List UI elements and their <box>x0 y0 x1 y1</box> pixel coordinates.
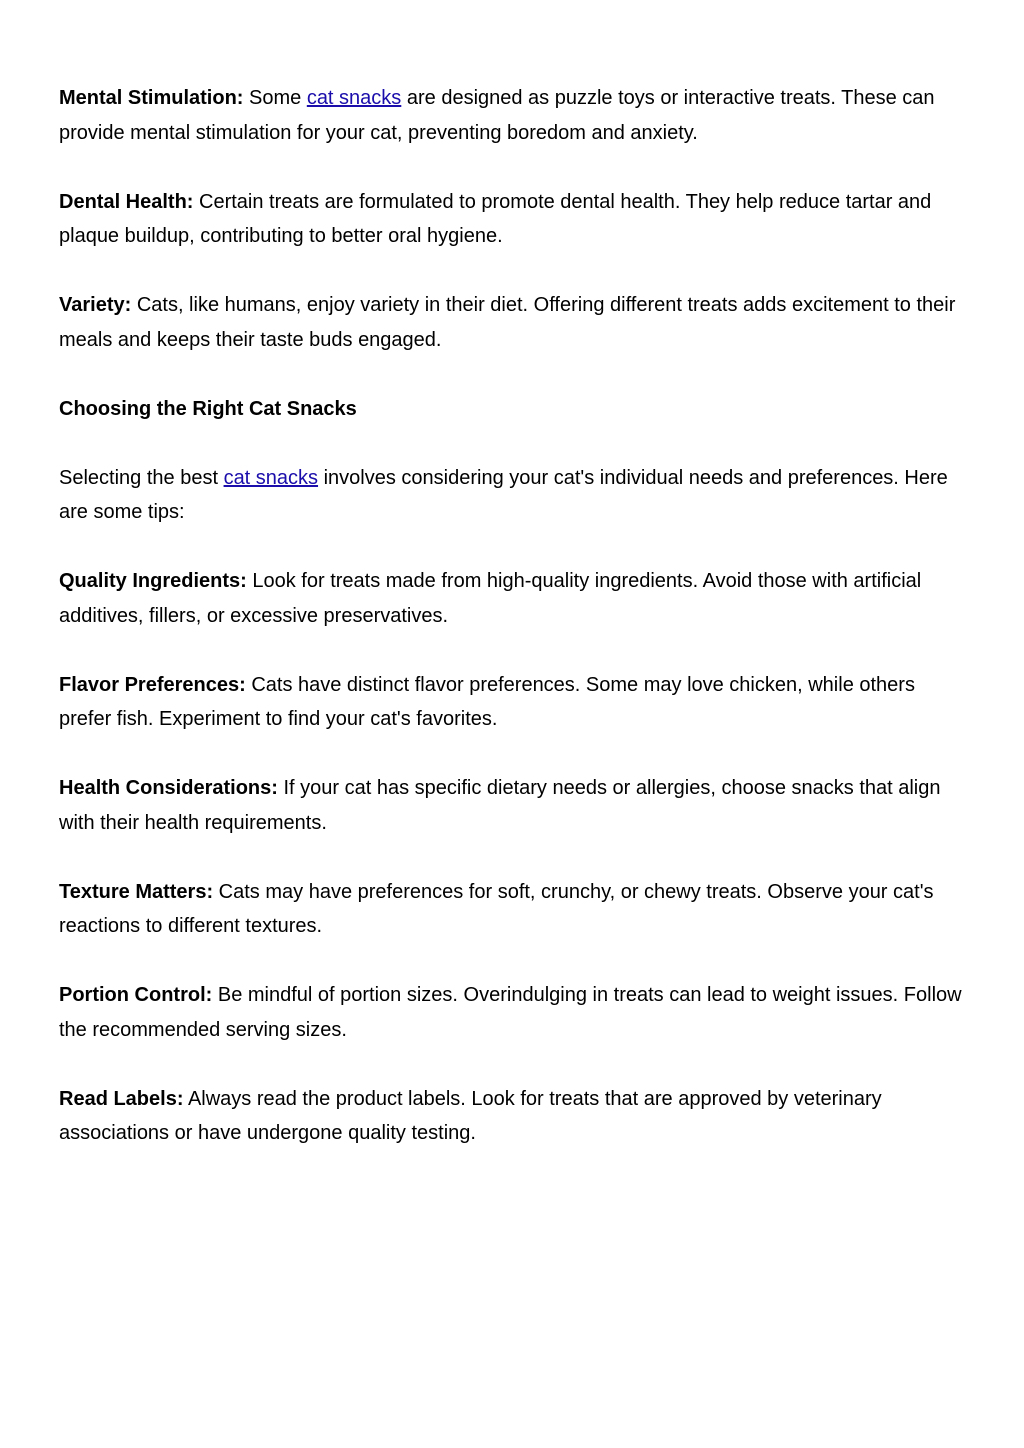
paragraph-text: Cats, like humans, enjoy variety in their diet. Offering different treats adds excitement to their meals and keeps their taste buds engaged. <box>59 294 956 351</box>
paragraph-text: Some <box>243 87 307 109</box>
paragraph-text: Cats have distinct flavor preferences. Some may love chicken, while others prefer fish. Experiment to find your cat's favorites. <box>59 673 915 730</box>
paragraph-text: If your cat has specific dietary needs or allergies, choose snacks that align with their health requirements. <box>59 777 941 834</box>
paragraph-label: Health Considerations: <box>59 777 278 799</box>
cat-snacks-link[interactable]: cat snacks <box>223 466 319 489</box>
paragraph-texture-matters <box>59 875 971 944</box>
paragraph-label: Variety: <box>59 294 132 316</box>
paragraph-label: Texture Matters: <box>59 880 214 903</box>
paragraph-variety <box>59 288 971 357</box>
paragraph-label: Flavor Preferences: <box>59 673 246 696</box>
paragraph-text: Certain treats are formulated to promote dental health. They help reduce tartar and plaque buildup, contributing to better oral hygiene. <box>59 190 932 247</box>
paragraph-text: involves considering your cat's individual needs and preferences. Here are some tips: <box>59 466 948 523</box>
paragraph-text: Always read the product labels. Look for treats that are approved by veterinary associations or have undergone quality testing. <box>59 1087 882 1144</box>
section-heading: Choosing the Right Cat Snacks <box>59 397 357 420</box>
cat-snacks-link[interactable]: cat snacks <box>306 87 402 109</box>
paragraph-text: are designed as puzzle toys or interactive treats. These can provide mental stimulation for your cat, preventing boredom and anxiety. <box>59 87 935 144</box>
paragraph-quality-ingredients <box>59 564 971 633</box>
paragraph-text: Cats may have preferences for soft, crunchy, or chewy treats. Observe your cat's reactions to different textures. <box>59 880 934 937</box>
paragraph-label: Read Labels: <box>59 1087 184 1110</box>
document-page <box>59 81 971 1185</box>
paragraph-text: Be mindful of portion sizes. Overindulging in treats can lead to weight issues. Follow the recommended serving sizes. <box>59 984 962 1041</box>
paragraph-health-considerations <box>59 771 971 840</box>
paragraph-label: Dental Health: <box>59 190 194 213</box>
paragraph-label: Quality Ingredients: <box>59 570 247 592</box>
paragraph-flavor-preferences <box>59 668 971 737</box>
paragraph-selecting <box>59 461 971 530</box>
paragraph-mental-stimulation <box>59 81 971 150</box>
paragraph-read-labels <box>59 1082 971 1151</box>
paragraph-portion-control <box>59 978 971 1047</box>
paragraph-text: Selecting the best <box>59 466 224 489</box>
paragraph-label: Mental Stimulation: <box>59 87 244 109</box>
paragraph-label: Portion Control: <box>59 984 213 1006</box>
paragraph-text: Look for treats made from high-quality ingredients. Avoid those with artificial additives, fillers, or excessive preservatives. <box>59 570 922 627</box>
paragraph-dental-health <box>59 185 971 254</box>
